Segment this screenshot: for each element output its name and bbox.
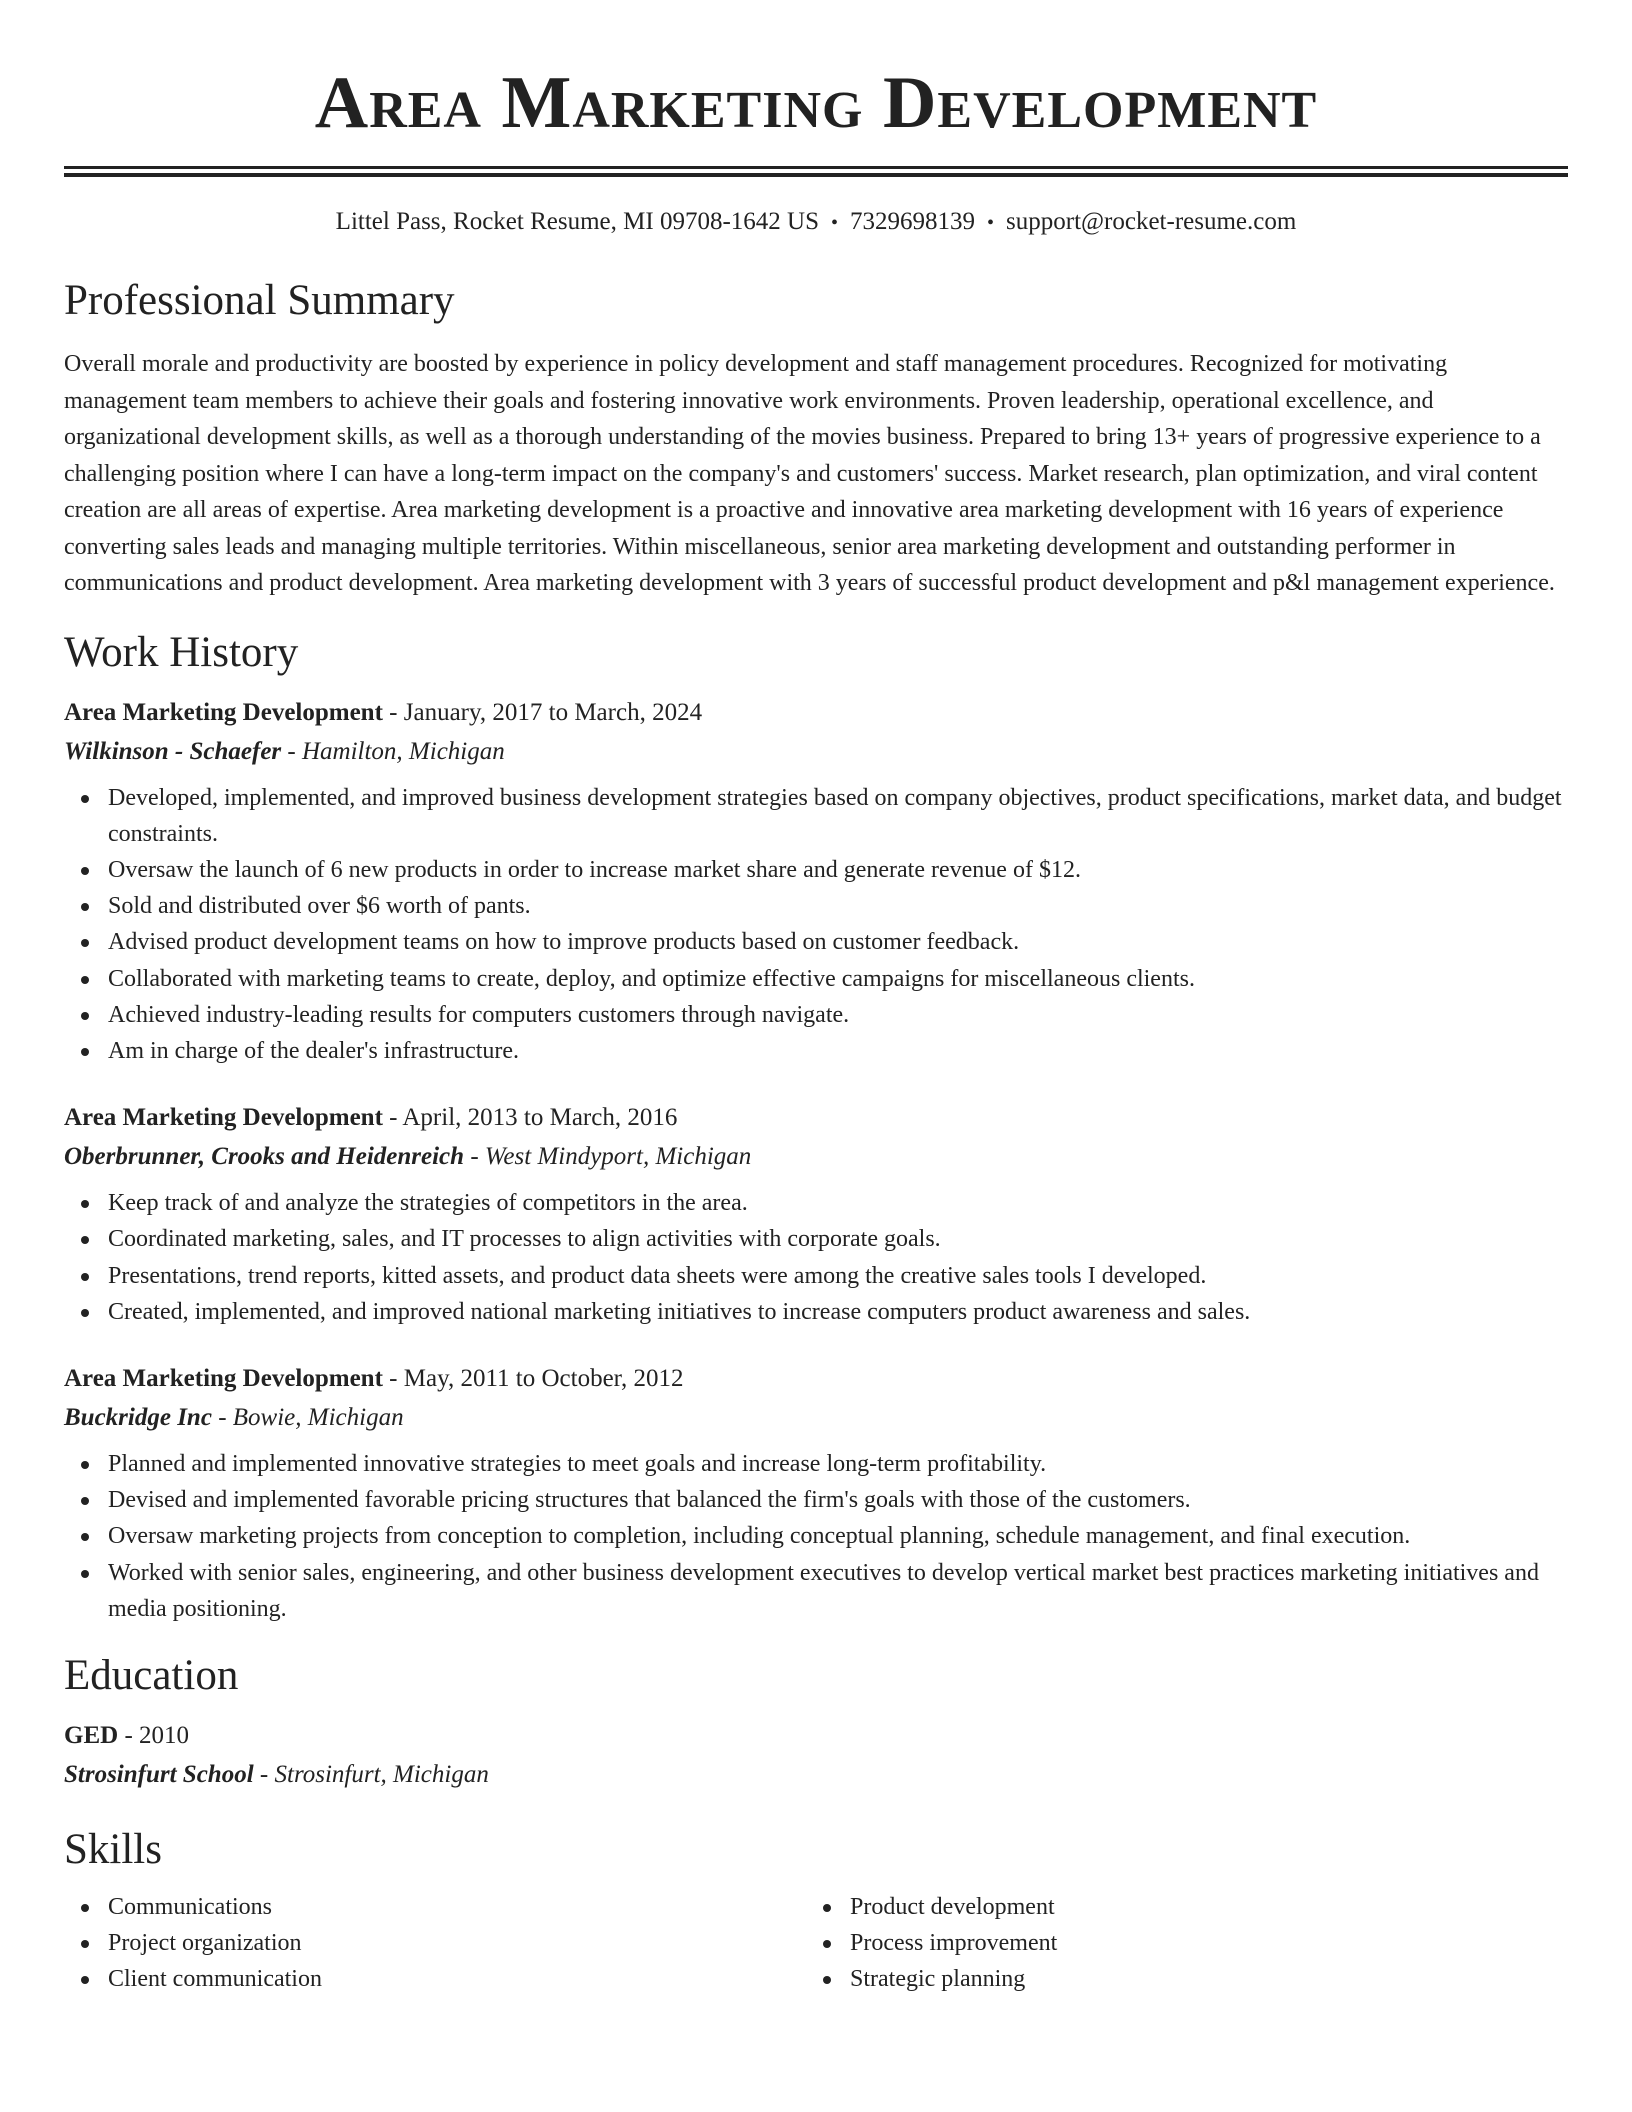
bullet-icon — [81, 976, 89, 984]
skill-item — [850, 1925, 1548, 1961]
job-entry — [64, 694, 1568, 1070]
education-year: - 2010 — [118, 1721, 190, 1749]
list-item — [108, 1221, 1568, 1257]
resume-page — [64, 0, 1568, 1998]
header-double-rule — [64, 166, 1568, 177]
job-heading — [64, 694, 1568, 732]
list-item-text: Planned and implemented innovative strategies to meet goals and increase long-term profitability. — [108, 1450, 1047, 1477]
contact-line — [64, 207, 1568, 238]
skill-item — [108, 1889, 806, 1925]
bullet-icon — [81, 903, 89, 911]
education-heading — [64, 1717, 1568, 1755]
list-item — [108, 1446, 1568, 1482]
job-heading — [64, 1099, 1568, 1137]
education-school: Strosinfurt School — [64, 1760, 254, 1788]
job-employer-line — [64, 1398, 1568, 1438]
contact-separator: • — [987, 212, 995, 234]
bullet-icon — [81, 1309, 89, 1317]
list-item — [108, 1185, 1568, 1221]
skill-item — [850, 1889, 1548, 1925]
list-item — [108, 1555, 1568, 1627]
resume-name: Area Marketing Development — [314, 62, 1318, 144]
list-item-text: Sold and distributed over $6 worth of pants. — [108, 893, 531, 920]
bullet-icon — [81, 1533, 89, 1541]
job-company: Oberbrunner, Crooks and Heidenreich — [64, 1143, 465, 1171]
skill-text: Product development — [850, 1893, 1055, 1920]
work-history-list — [64, 694, 1568, 1627]
job-dates: - January, 2017 to March, 2024 — [382, 698, 703, 726]
education-location: - Strosinfurt, Michigan — [253, 1760, 489, 1788]
list-item-text: Am in charge of the dealer's infrastructure. — [108, 1037, 520, 1064]
job-location: - Hamilton, Michigan — [281, 737, 505, 765]
bullet-icon — [81, 1904, 89, 1912]
section-title-summary: Professional Summary — [64, 277, 455, 324]
list-item — [108, 1518, 1568, 1554]
skill-item — [108, 1925, 806, 1961]
list-item-text: Created, implemented, and improved national marketing initiatives to increase computers product awareness and sales. — [108, 1298, 1251, 1325]
section-title-skills: Skills — [64, 1825, 162, 1873]
bullet-icon — [81, 1273, 89, 1281]
job-role: Area Marketing Development — [64, 698, 383, 726]
list-item — [108, 924, 1568, 960]
list-item — [108, 997, 1568, 1033]
bullet-icon — [81, 1200, 89, 1208]
list-item — [108, 780, 1568, 852]
job-entry — [64, 1360, 1568, 1627]
list-item — [108, 1482, 1568, 1518]
list-item-text: Developed, implemented, and improved business development strategies based on company objectives, product specifications, market data, and budget constraints. — [108, 784, 1562, 847]
skills-column-left — [64, 1889, 806, 1998]
job-employer-line — [64, 1137, 1568, 1177]
bullet-icon — [81, 1012, 89, 1020]
job-bullets — [64, 780, 1568, 1070]
skill-text: Communications — [108, 1893, 272, 1920]
job-role: Area Marketing Development — [64, 1364, 383, 1392]
list-item-text: Collaborated with marketing teams to create, deploy, and optimize effective campaigns for miscellaneous clients. — [108, 965, 1195, 992]
job-heading — [64, 1360, 1568, 1398]
skill-text: Process improvement — [850, 1930, 1058, 1957]
education-entry — [64, 1717, 1568, 1795]
section-title-education: Education — [64, 1651, 239, 1699]
job-employer-line — [64, 732, 1568, 772]
contact-separator: • — [830, 212, 838, 234]
list-item-text: Oversaw marketing projects from conception to completion, including conceptual planning, schedule management, and final execution. — [108, 1523, 1411, 1550]
bullet-icon — [81, 1497, 89, 1505]
list-item-text: Devised and implemented favorable pricing structures that balanced the firm's goals with those of the customers. — [108, 1487, 1191, 1514]
job-location: - Bowie, Michigan — [211, 1403, 404, 1431]
skill-text: Project organization — [108, 1930, 302, 1957]
list-item-text: Keep track of and analyze the strategies of competitors in the area. — [108, 1190, 748, 1217]
list-item-text: Presentations, trend reports, kitted assets, and product data sheets were among the creative sales tools I developed. — [108, 1262, 1207, 1289]
list-item-text: Advised product development teams on how to improve products based on customer feedback. — [108, 929, 1020, 956]
education-degree: GED — [64, 1721, 119, 1749]
bullet-icon — [81, 867, 89, 875]
bullet-icon — [823, 1904, 831, 1912]
bullet-icon — [81, 1236, 89, 1244]
job-bullets — [64, 1446, 1568, 1627]
skill-text: Strategic planning — [850, 1966, 1026, 1993]
list-item — [108, 852, 1568, 888]
skills-list — [64, 1889, 806, 1998]
education-school-line — [64, 1755, 1568, 1795]
job-location: - West Mindyport, Michigan — [464, 1143, 752, 1171]
skill-item — [850, 1961, 1548, 1997]
job-role: Area Marketing Development — [64, 1104, 383, 1132]
list-item — [108, 1258, 1568, 1294]
bullet-icon — [81, 939, 89, 947]
list-item-text: Worked with senior sales, engineering, and other business development executives to develop vertical market best practices marketing initiatives and media positioning. — [108, 1559, 1539, 1622]
bullet-icon — [823, 1940, 831, 1948]
skill-item — [108, 1961, 806, 1997]
contact-email: support@rocket-resume.com — [1006, 208, 1297, 235]
list-item-text: Achieved industry-leading results for computers customers through navigate. — [108, 1001, 850, 1028]
job-dates: - April, 2013 to March, 2016 — [382, 1104, 678, 1132]
summary-text: Overall morale and productivity are boosted by experience in policy development and staff management procedures. Recognized for motivating management team members to achieve their goals and fostering innovative work environments. Proven leadership, operational excellence, and organizational development skills, as well as a thorough understanding of the movies business. Prepared to bring 13+ years of progressive experience to a challenging position where I can have a long-term impact on the company's and customers' success. Market research, plan optimization, and viral content creation are all areas of expertise. Area marketing development is a proactive and innovative area marketing development with 16 years of experience converting sales leads and managing multiple territories. Within miscellaneous, senior area marketing development and outstanding performer in communications and product development. Area marketing development with 3 years of successful product development and p&l management experience. — [64, 351, 1555, 596]
job-bullets — [64, 1185, 1568, 1330]
job-company: Buckridge Inc — [64, 1403, 212, 1431]
bullet-icon — [81, 1461, 89, 1469]
contact-phone: 7329698139 — [850, 208, 975, 235]
list-item-text: Coordinated marketing, sales, and IT processes to align activities with corporate goals. — [108, 1226, 941, 1253]
list-item — [108, 961, 1568, 997]
skills-column-right — [806, 1889, 1548, 1998]
job-dates: - May, 2011 to October, 2012 — [382, 1364, 684, 1392]
bullet-icon — [81, 1940, 89, 1948]
contact-address: Littel Pass, Rocket Resume, MI 09708-1642 US — [335, 208, 819, 235]
job-company: Wilkinson - Schaefer — [64, 737, 282, 765]
bullet-icon — [81, 1570, 89, 1578]
section-title-work-history: Work History — [64, 628, 299, 676]
list-item — [108, 888, 1568, 924]
list-item-text: Oversaw the launch of 6 new products in order to increase market share and generate revenue of $12. — [108, 856, 1081, 883]
bullet-icon — [81, 1048, 89, 1056]
skill-text: Client communication — [108, 1966, 322, 1993]
job-entry — [64, 1099, 1568, 1330]
skills-grid — [64, 1889, 1568, 1998]
bullet-icon — [81, 1976, 89, 1984]
list-item — [108, 1294, 1568, 1330]
bullet-icon — [823, 1976, 831, 1984]
skills-list — [806, 1889, 1548, 1998]
bullet-icon — [81, 795, 89, 803]
list-item — [108, 1033, 1568, 1069]
